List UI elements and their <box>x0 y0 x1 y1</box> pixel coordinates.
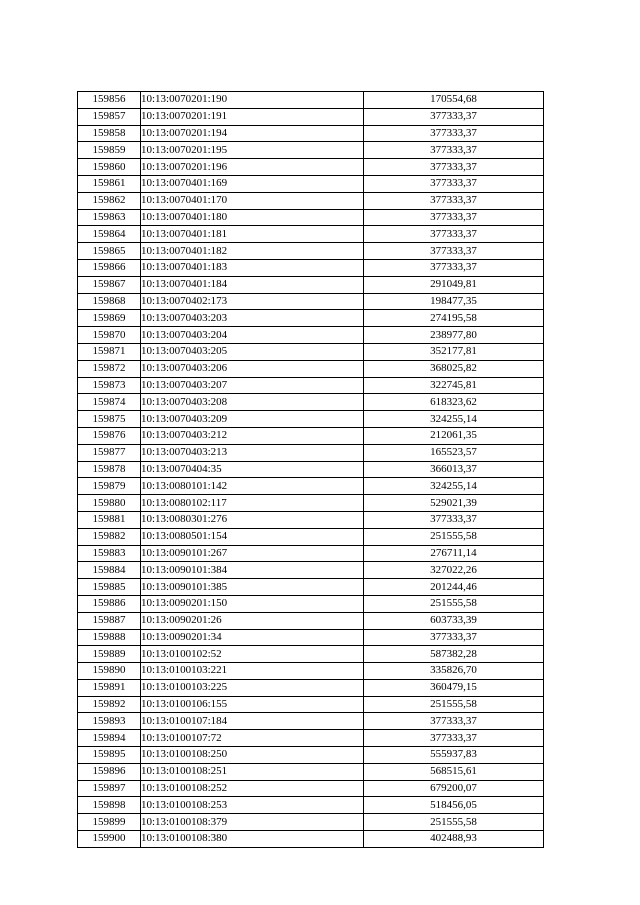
cadastral-value: 377333,37 <box>364 243 544 260</box>
cadastral-value: 352177,81 <box>364 343 544 360</box>
table-row <box>78 595 544 612</box>
cadastral-value: 335826,70 <box>364 663 544 680</box>
cadastral-number: 10:13:0070403:212 <box>141 427 364 444</box>
table-row <box>78 343 544 360</box>
cadastral-number: 10:13:0070201:195 <box>141 142 364 159</box>
row-number: 159879 <box>78 478 141 495</box>
cadastral-value: 368025,82 <box>364 360 544 377</box>
cadastral-number: 10:13:0080101:142 <box>141 478 364 495</box>
table-row <box>78 360 544 377</box>
cadastral-number: 10:13:0070403:208 <box>141 394 364 411</box>
cadastral-value: 555937,83 <box>364 747 544 764</box>
table-row <box>78 579 544 596</box>
cadastral-value: 377333,37 <box>364 259 544 276</box>
cadastral-number: 10:13:0070402:173 <box>141 293 364 310</box>
cadastral-value: 198477,35 <box>364 293 544 310</box>
cadastral-value: 377333,37 <box>364 142 544 159</box>
cadastral-number: 10:13:0100108:379 <box>141 814 364 831</box>
cadastral-value: 377333,37 <box>364 108 544 125</box>
row-number: 159897 <box>78 780 141 797</box>
cadastral-number: 10:13:0090101:385 <box>141 579 364 596</box>
row-number: 159898 <box>78 797 141 814</box>
cadastral-number: 10:13:0070201:191 <box>141 108 364 125</box>
row-number: 159900 <box>78 831 141 848</box>
row-number: 159889 <box>78 646 141 663</box>
cadastral-value: 529021,39 <box>364 495 544 512</box>
cadastral-value: 377333,37 <box>364 192 544 209</box>
table-row <box>78 444 544 461</box>
cadastral-number: 10:13:0100108:250 <box>141 747 364 764</box>
row-number: 159863 <box>78 209 141 226</box>
cadastral-value: 518456,05 <box>364 797 544 814</box>
table-row <box>78 427 544 444</box>
cadastral-number: 10:13:0080501:154 <box>141 528 364 545</box>
cadastral-value: 238977,80 <box>364 327 544 344</box>
cadastral-number: 10:13:0070401:183 <box>141 259 364 276</box>
row-number: 159888 <box>78 629 141 646</box>
cadastral-value: 201244,46 <box>364 579 544 596</box>
row-number: 159896 <box>78 763 141 780</box>
cadastral-value: 324255,14 <box>364 411 544 428</box>
cadastral-value: 360479,15 <box>364 679 544 696</box>
cadastral-number: 10:13:0070401:184 <box>141 276 364 293</box>
row-number: 159862 <box>78 192 141 209</box>
cadastral-number: 10:13:0070404:35 <box>141 461 364 478</box>
table-row <box>78 108 544 125</box>
cadastral-value: 568515,61 <box>364 763 544 780</box>
table-row <box>78 327 544 344</box>
cadastral-value: 170554,68 <box>364 92 544 109</box>
cadastral-value: 587382,28 <box>364 646 544 663</box>
row-number: 159899 <box>78 814 141 831</box>
table-row <box>78 478 544 495</box>
row-number: 159894 <box>78 730 141 747</box>
table-row <box>78 209 544 226</box>
cadastral-value: 276711,14 <box>364 545 544 562</box>
cadastral-value: 377333,37 <box>364 713 544 730</box>
table-row <box>78 495 544 512</box>
row-number: 159864 <box>78 226 141 243</box>
cadastral-value: 618323,62 <box>364 394 544 411</box>
table-row <box>78 763 544 780</box>
table-row <box>78 411 544 428</box>
row-number: 159880 <box>78 495 141 512</box>
cadastral-value-table <box>77 91 544 848</box>
cadastral-number: 10:13:0070403:206 <box>141 360 364 377</box>
row-number: 159872 <box>78 360 141 377</box>
row-number: 159891 <box>78 679 141 696</box>
table-row <box>78 528 544 545</box>
cadastral-value: 251555,58 <box>364 696 544 713</box>
row-number: 159885 <box>78 579 141 596</box>
row-number: 159887 <box>78 612 141 629</box>
table-row <box>78 730 544 747</box>
row-number: 159890 <box>78 663 141 680</box>
table-row <box>78 612 544 629</box>
table-row <box>78 545 544 562</box>
cadastral-value: 251555,58 <box>364 814 544 831</box>
row-number: 159857 <box>78 108 141 125</box>
cadastral-number: 10:13:0100103:225 <box>141 679 364 696</box>
cadastral-number: 10:13:0080102:117 <box>141 495 364 512</box>
cadastral-number: 10:13:0100107:184 <box>141 713 364 730</box>
cadastral-number: 10:13:0070401:182 <box>141 243 364 260</box>
row-number: 159877 <box>78 444 141 461</box>
row-number: 159892 <box>78 696 141 713</box>
row-number: 159858 <box>78 125 141 142</box>
cadastral-number: 10:13:0070403:204 <box>141 327 364 344</box>
cadastral-value: 212061,35 <box>364 427 544 444</box>
cadastral-value: 327022,26 <box>364 562 544 579</box>
cadastral-number: 10:13:0100107:72 <box>141 730 364 747</box>
row-number: 159856 <box>78 92 141 109</box>
table-row <box>78 175 544 192</box>
table-row <box>78 226 544 243</box>
cadastral-value: 165523,57 <box>364 444 544 461</box>
row-number: 159882 <box>78 528 141 545</box>
cadastral-number: 10:13:0090201:150 <box>141 595 364 612</box>
row-number: 159895 <box>78 747 141 764</box>
cadastral-number: 10:13:0100103:221 <box>141 663 364 680</box>
table-row <box>78 646 544 663</box>
cadastral-value: 377333,37 <box>364 209 544 226</box>
cadastral-number: 10:13:0070401:181 <box>141 226 364 243</box>
table-row <box>78 293 544 310</box>
table-row <box>78 142 544 159</box>
cadastral-value: 377333,37 <box>364 730 544 747</box>
row-number: 159881 <box>78 511 141 528</box>
row-number: 159886 <box>78 595 141 612</box>
row-number: 159876 <box>78 427 141 444</box>
table-row <box>78 192 544 209</box>
cadastral-number: 10:13:0070403:205 <box>141 343 364 360</box>
table-row <box>78 747 544 764</box>
cadastral-value: 322745,81 <box>364 377 544 394</box>
cadastral-number: 10:13:0090101:384 <box>141 562 364 579</box>
table-body <box>78 92 544 848</box>
cadastral-number: 10:13:0090101:267 <box>141 545 364 562</box>
cadastral-number: 10:13:0070401:170 <box>141 192 364 209</box>
table-row <box>78 310 544 327</box>
cadastral-number: 10:13:0090201:26 <box>141 612 364 629</box>
row-number: 159893 <box>78 713 141 730</box>
cadastral-value: 251555,58 <box>364 595 544 612</box>
table-row <box>78 276 544 293</box>
row-number: 159868 <box>78 293 141 310</box>
table-row <box>78 629 544 646</box>
row-number: 159869 <box>78 310 141 327</box>
cadastral-number: 10:13:0100108:380 <box>141 831 364 848</box>
cadastral-number: 10:13:0090201:34 <box>141 629 364 646</box>
cadastral-number: 10:13:0070201:196 <box>141 159 364 176</box>
table-row <box>78 159 544 176</box>
cadastral-value: 377333,37 <box>364 629 544 646</box>
table-row <box>78 511 544 528</box>
cadastral-number: 10:13:0100102:52 <box>141 646 364 663</box>
table-row <box>78 713 544 730</box>
cadastral-value: 679200,07 <box>364 780 544 797</box>
row-number: 159870 <box>78 327 141 344</box>
cadastral-number: 10:13:0100108:251 <box>141 763 364 780</box>
table-row <box>78 243 544 260</box>
row-number: 159867 <box>78 276 141 293</box>
cadastral-number: 10:13:0080301:276 <box>141 511 364 528</box>
table-row <box>78 831 544 848</box>
row-number: 159866 <box>78 259 141 276</box>
cadastral-number: 10:13:0070403:209 <box>141 411 364 428</box>
table-row <box>78 259 544 276</box>
cadastral-value: 402488,93 <box>364 831 544 848</box>
cadastral-number: 10:13:0100108:253 <box>141 797 364 814</box>
table-row <box>78 814 544 831</box>
table-row <box>78 679 544 696</box>
cadastral-value: 377333,37 <box>364 511 544 528</box>
cadastral-number: 10:13:0070403:213 <box>141 444 364 461</box>
cadastral-number: 10:13:0070403:207 <box>141 377 364 394</box>
cadastral-number: 10:13:0070201:194 <box>141 125 364 142</box>
row-number: 159861 <box>78 175 141 192</box>
table-row <box>78 797 544 814</box>
cadastral-number: 10:13:0070401:169 <box>141 175 364 192</box>
table-row <box>78 377 544 394</box>
row-number: 159865 <box>78 243 141 260</box>
table-row <box>78 562 544 579</box>
row-number: 159873 <box>78 377 141 394</box>
cadastral-value: 377333,37 <box>364 159 544 176</box>
table-row <box>78 461 544 478</box>
cadastral-value: 324255,14 <box>364 478 544 495</box>
cadastral-number: 10:13:0070401:180 <box>141 209 364 226</box>
row-number: 159878 <box>78 461 141 478</box>
cadastral-number: 10:13:0070403:203 <box>141 310 364 327</box>
cadastral-number: 10:13:0100108:252 <box>141 780 364 797</box>
cadastral-value: 603733,39 <box>364 612 544 629</box>
row-number: 159884 <box>78 562 141 579</box>
row-number: 159875 <box>78 411 141 428</box>
cadastral-value: 274195,58 <box>364 310 544 327</box>
row-number: 159883 <box>78 545 141 562</box>
cadastral-number: 10:13:0070201:190 <box>141 92 364 109</box>
table-row <box>78 696 544 713</box>
table-row <box>78 394 544 411</box>
row-number: 159859 <box>78 142 141 159</box>
table-row <box>78 92 544 109</box>
cadastral-value: 291049,81 <box>364 276 544 293</box>
cadastral-value: 251555,58 <box>364 528 544 545</box>
cadastral-value: 377333,37 <box>364 175 544 192</box>
row-number: 159860 <box>78 159 141 176</box>
cadastral-value: 366013,37 <box>364 461 544 478</box>
table-row <box>78 780 544 797</box>
row-number: 159871 <box>78 343 141 360</box>
table-row <box>78 663 544 680</box>
table-row <box>78 125 544 142</box>
cadastral-value: 377333,37 <box>364 125 544 142</box>
row-number: 159874 <box>78 394 141 411</box>
cadastral-number: 10:13:0100106:155 <box>141 696 364 713</box>
cadastral-value: 377333,37 <box>364 226 544 243</box>
